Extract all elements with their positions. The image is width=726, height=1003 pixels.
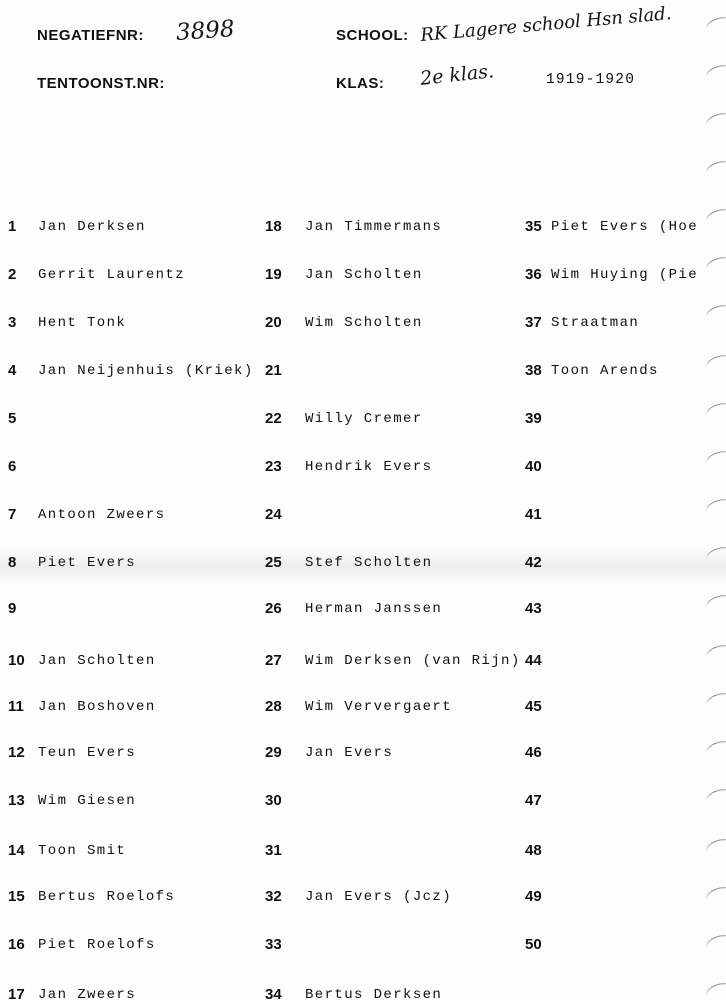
student-name: Willy Cremer	[305, 411, 423, 427]
row-number: 15	[8, 888, 25, 905]
student-name: Stef Scholten	[305, 555, 433, 571]
row-number: 39	[525, 410, 542, 427]
student-name: Hendrik Evers	[305, 459, 433, 475]
student-name: Bertus Roelofs	[38, 889, 176, 905]
binder-hole-mark	[704, 302, 726, 324]
row-number: 34	[265, 986, 282, 1003]
binder-hole-mark	[704, 254, 726, 276]
row-number: 11	[8, 698, 24, 715]
binder-hole-mark	[704, 738, 726, 760]
binder-hole-mark	[704, 592, 726, 614]
row-number: 40	[525, 458, 542, 475]
row-number: 4	[8, 362, 17, 379]
binder-hole-mark	[704, 400, 726, 422]
row-number: 42	[525, 554, 542, 571]
row-number: 8	[8, 554, 17, 571]
binder-hole-mark	[704, 642, 726, 664]
student-name: Teun Evers	[38, 745, 137, 761]
row-number: 13	[8, 792, 25, 809]
row-number: 26	[265, 600, 282, 617]
school-value: RK Lagere school Hsn slad.	[419, 3, 673, 46]
row-number: 28	[265, 698, 282, 715]
klas-value: 2e klas.	[419, 60, 496, 90]
binder-hole-mark	[704, 884, 726, 906]
student-name: Hent Tonk	[38, 315, 127, 331]
row-number: 24	[265, 506, 282, 523]
row-number: 44	[525, 652, 542, 669]
student-name: Wim Huying (Pie	[551, 267, 699, 283]
row-number: 3	[8, 314, 17, 331]
binder-hole-mark	[704, 14, 726, 36]
student-name: Herman Janssen	[305, 601, 443, 617]
row-number: 12	[8, 744, 25, 761]
binder-hole-mark	[704, 932, 726, 954]
binder-hole-mark	[704, 980, 726, 1002]
row-number: 5	[8, 410, 17, 427]
row-number: 33	[265, 936, 282, 953]
school-label: SCHOOL:	[336, 27, 409, 44]
row-number: 1	[8, 218, 17, 235]
year-stamp: 1919-1920	[546, 72, 636, 88]
row-number: 49	[525, 888, 542, 905]
row-number: 38	[525, 362, 542, 379]
row-number: 25	[265, 554, 282, 571]
negatief-value: 3898	[175, 15, 236, 47]
student-name: Piet Evers (Hoe	[551, 219, 699, 235]
student-name: Jan Scholten	[38, 653, 156, 669]
row-number: 14	[8, 842, 25, 859]
row-number: 6	[8, 458, 17, 475]
row-number: 36	[525, 266, 542, 283]
row-number: 31	[265, 842, 282, 859]
student-name: Piet Roelofs	[38, 937, 156, 953]
binder-hole-mark	[704, 110, 726, 132]
row-number: 23	[265, 458, 282, 475]
student-name: Jan Neijenhuis (Kriek)	[38, 363, 254, 379]
binder-hole-mark	[704, 786, 726, 808]
binder-hole-mark	[704, 836, 726, 858]
row-number: 22	[265, 410, 282, 427]
student-name: Jan Derksen	[38, 219, 146, 235]
binder-hole-mark	[704, 206, 726, 228]
row-number: 32	[265, 888, 282, 905]
row-number: 17	[8, 986, 25, 1003]
bleed-through	[600, 125, 603, 137]
student-name: Jan Evers (Jcz)	[305, 889, 453, 905]
row-number: 10	[8, 652, 25, 669]
binder-hole-mark	[704, 158, 726, 180]
row-number: 35	[525, 218, 542, 235]
student-name: Jan Evers	[305, 745, 394, 761]
binder-hole-mark	[704, 62, 726, 84]
student-name: Jan Timmermans	[305, 219, 443, 235]
row-number: 9	[8, 600, 17, 617]
klas-label: KLAS:	[336, 75, 385, 92]
row-number: 2	[8, 266, 17, 283]
row-number: 50	[525, 936, 542, 953]
student-name: Jan Boshoven	[38, 699, 156, 715]
student-name: Wim Derksen (van Rijn)	[305, 653, 521, 669]
binder-hole-mark	[704, 690, 726, 712]
binder-hole-mark	[704, 448, 726, 470]
student-name: Bertus Derksen	[305, 987, 443, 1003]
row-number: 16	[8, 936, 25, 953]
binder-hole-mark	[704, 352, 726, 374]
row-number: 27	[265, 652, 282, 669]
negatief-label: NEGATIEFNR:	[37, 27, 144, 44]
row-number: 43	[525, 600, 542, 617]
student-name: Piet Evers	[38, 555, 137, 571]
row-number: 20	[265, 314, 282, 331]
row-number: 30	[265, 792, 282, 809]
row-number: 46	[525, 744, 542, 761]
tentoonst-label: TENTOONST.NR:	[37, 75, 165, 92]
row-number: 29	[265, 744, 282, 761]
row-number: 7	[8, 506, 17, 523]
student-name: Gerrit Laurentz	[38, 267, 186, 283]
student-name: Antoon Zweers	[38, 507, 166, 523]
row-number: 48	[525, 842, 542, 859]
student-name: Wim Giesen	[38, 793, 137, 809]
student-name: Wim Ververgaert	[305, 699, 453, 715]
row-number: 47	[525, 792, 542, 809]
student-name: Jan Scholten	[305, 267, 423, 283]
row-number: 19	[265, 266, 282, 283]
row-number: 21	[265, 362, 282, 379]
row-number: 45	[525, 698, 542, 715]
student-name: Wim Scholten	[305, 315, 423, 331]
student-name: Toon Smit	[38, 843, 127, 859]
binder-hole-mark	[704, 496, 726, 518]
student-name: Straatman	[551, 315, 640, 331]
student-name: Jan Zweers	[38, 987, 137, 1003]
row-number: 41	[525, 506, 542, 523]
row-number: 18	[265, 218, 282, 235]
student-name: Toon Arends	[551, 363, 659, 379]
row-number: 37	[525, 314, 542, 331]
